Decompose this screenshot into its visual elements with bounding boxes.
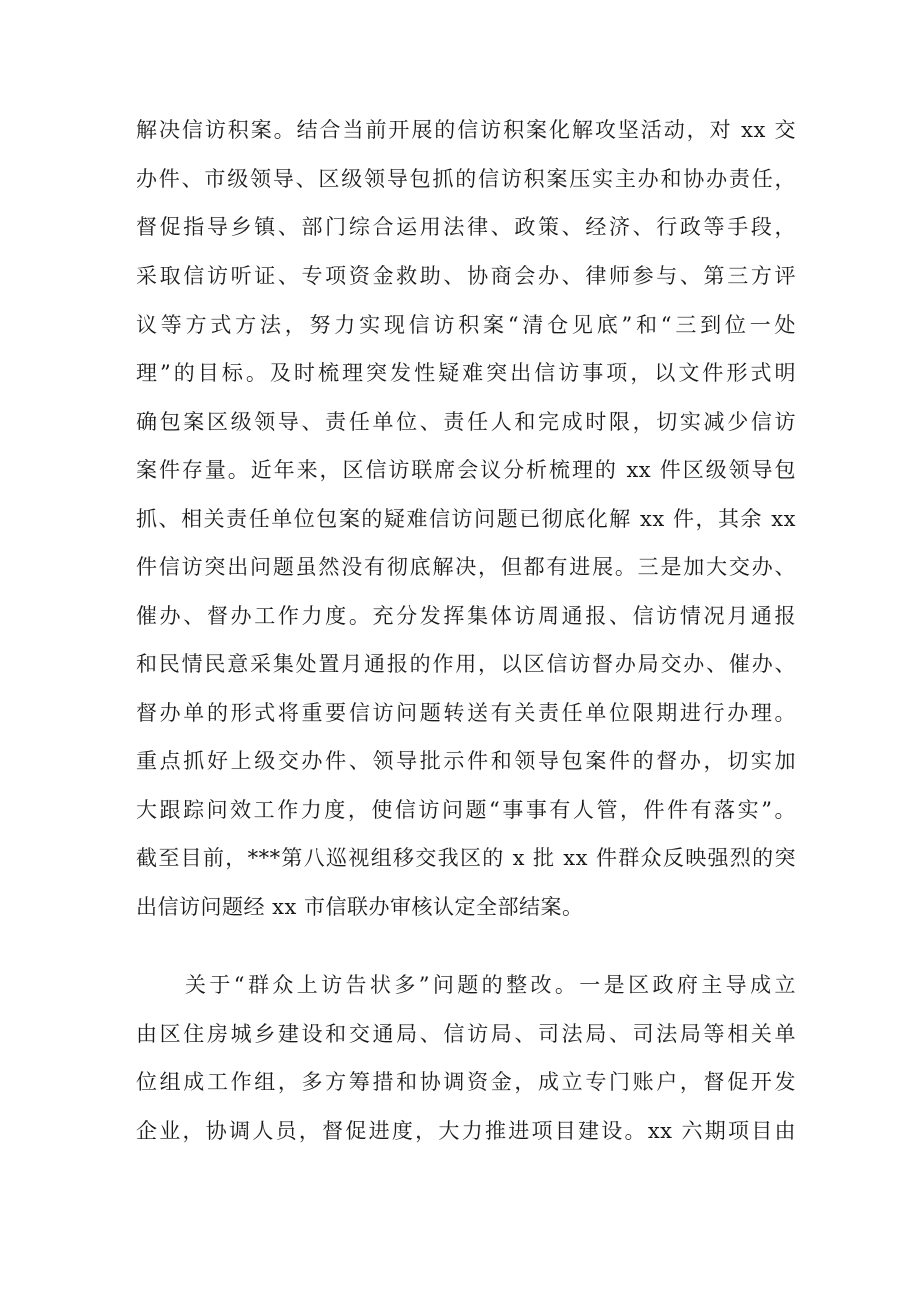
text-line: 位组成工作组，多方筹措和协调资金，成立专门账户，督促开发 xyxy=(136,1070,796,1094)
text-line: 件信访突出问题虽然没有彻底解决，但都有进展。三是加大交办、 xyxy=(136,555,796,579)
text-line: 企业，协调人员，督促进度，大力推进项目建设。xx 六期项目由 xyxy=(136,1119,796,1143)
text-line: 抓、相关责任单位包案的疑难信访问题已彻底化解 xx 件，其余 xx xyxy=(136,507,796,531)
text-line: 大跟踪问效工作力度，使信访问题“事事有人管，件件有落实”。 xyxy=(136,798,796,822)
text-line: 督办单的形式将重要信访问题转送有关责任单位限期进行办理。 xyxy=(136,701,796,725)
text-line: 重点抓好上级交办件、领导批示件和领导包案件的督办，切实加 xyxy=(136,749,796,773)
text-line: 案件存量。近年来，区信访联席会议分析梳理的 xx 件区级领导包 xyxy=(136,458,796,482)
text-line: 催办、督办工作力度。充分发挥集体访周通报、信访情况月通报 xyxy=(136,604,796,628)
text-line: 出信访问题经 xx 市信联办审核认定全部结案。 xyxy=(136,895,584,919)
text-line: 确包案区级领导、责任单位、责任人和完成时限，切实减少信访 xyxy=(136,410,796,434)
text-line: 关于“群众上访告状多”问题的整改。一是区政府主导成立 xyxy=(185,973,796,997)
text-line: 采取信访听证、专项资金救助、协商会办、律师参与、第三方评 xyxy=(136,264,796,288)
text-line: 理”的目标。及时梳理突发性疑难突出信访事项，以文件形式明 xyxy=(136,361,796,385)
text-line: 督促指导乡镇、部门综合运用法律、政策、经济、行政等手段， xyxy=(136,215,796,239)
text-line: 由区住房城乡建设和交通局、信访局、司法局、司法局等相关单 xyxy=(136,1022,796,1046)
text-line: 解决信访积案。结合当前开展的信访积案化解攻坚活动，对 xx 交 xyxy=(136,118,796,142)
text-line: 和民情民意采集处置月通报的作用，以区信访督办局交办、催办、 xyxy=(136,652,796,676)
text-line: 办件、市级领导、区级领导包抓的信访积案压实主办和协办责任， xyxy=(136,167,796,191)
text-line: 议等方式方法，努力实现信访积案“清仓见底”和“三到位一处 xyxy=(136,313,796,337)
text-line: 截至目前，***第八巡视组移交我区的 x 批 xx 件群众反映强烈的突 xyxy=(136,846,796,870)
